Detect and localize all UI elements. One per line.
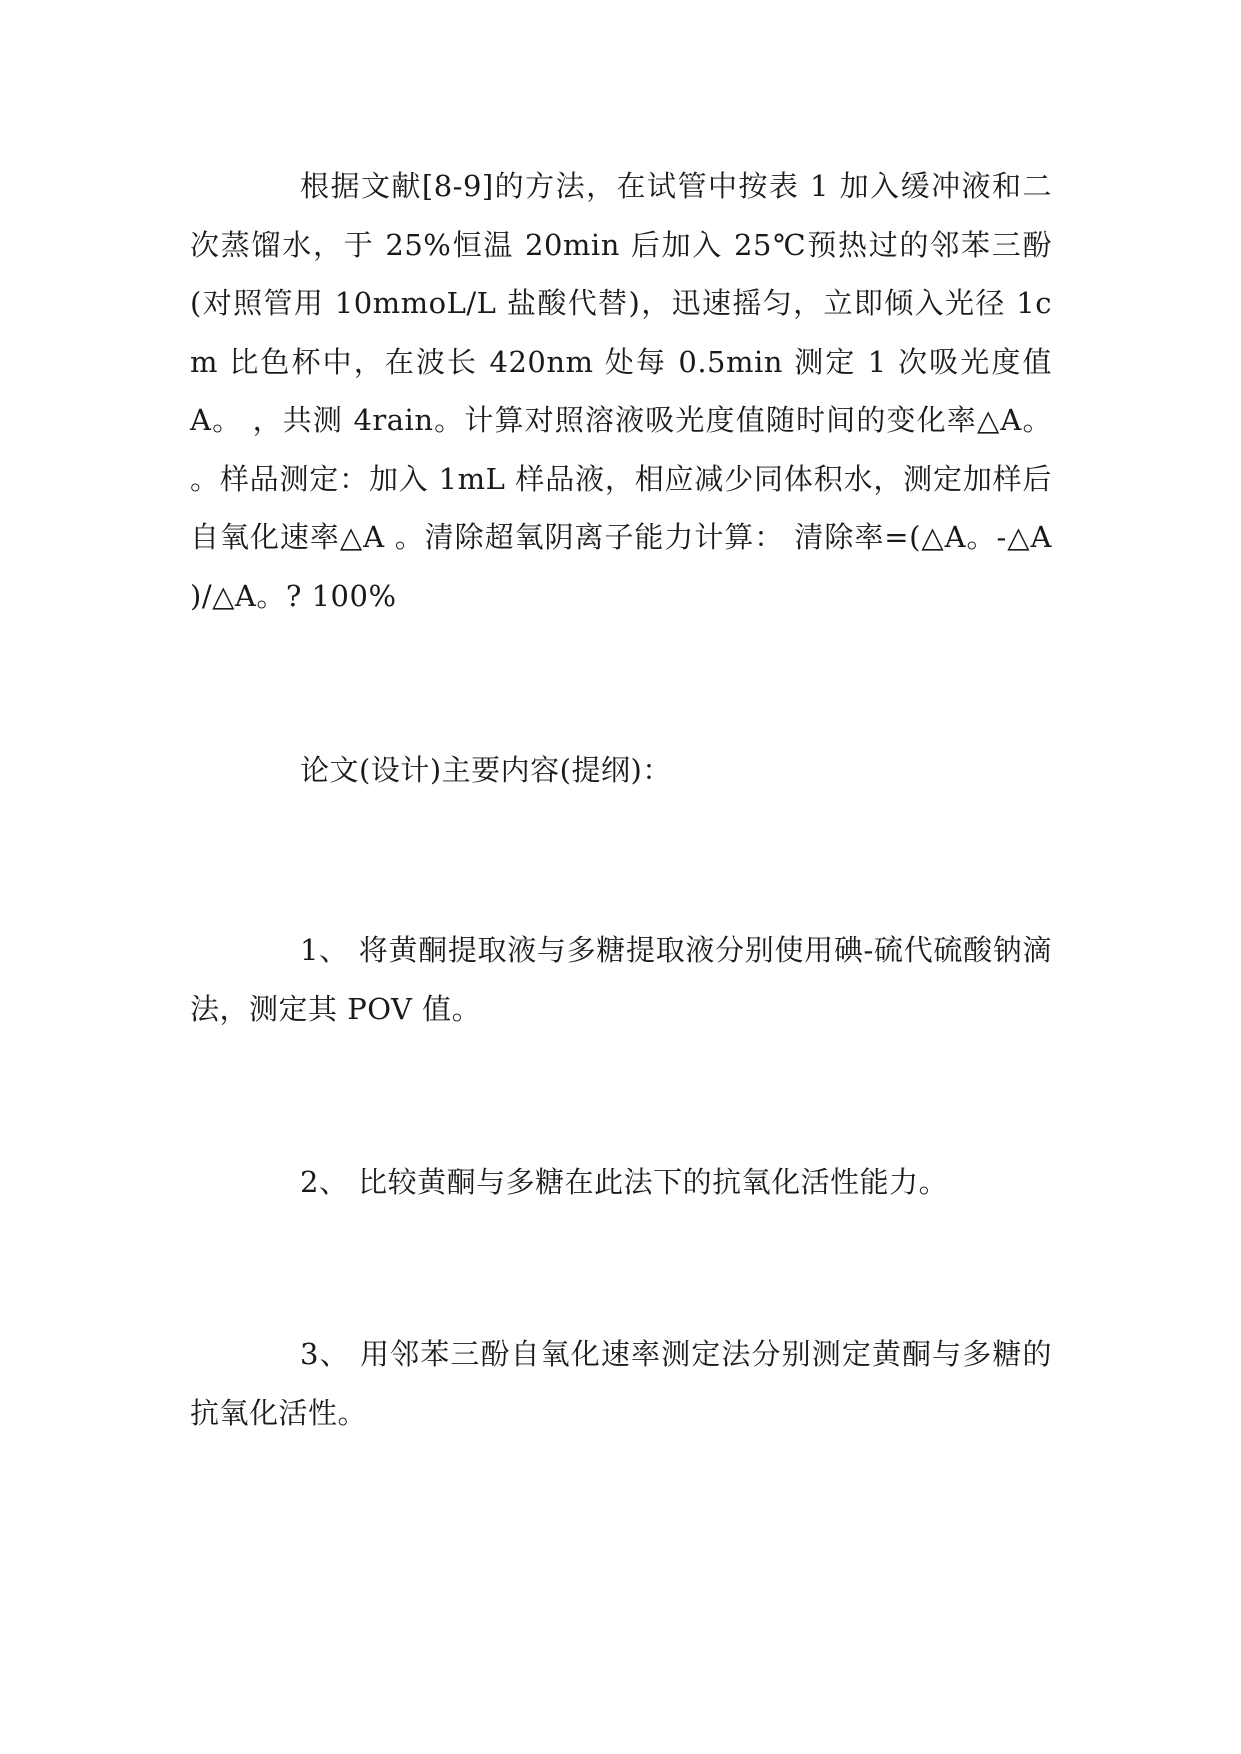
method-paragraph: 根据文献[8-9]的方法，在试管中按表 1 加入缓冲液和二次蒸馏水，于 25%恒温 20min 后加入 25℃预热过的邻苯三酚(对照管用 10mmoL/L 盐酸代替)，迅速摇匀，立即倾入光径 1cm 比色杯中，在波长 420nm 处每 0.5min 测定 1 次吸光度值 A。 ，共测 4rain。计算对照溶液吸光度值随时间的变化率△A。 。样品测定：加入 1mL 样品液，相应减少同体积水，测定加样后自氧化速率△A 。清除超氧阴离子能力计算： 清除率=(△A。-△A )/△A。? 100% [190, 169, 1052, 613]
outline-heading: 论文(设计)主要内容(提纲)： [300, 753, 672, 787]
outline-item-1: 1、 将黄酮提取液与多糖提取液分别使用碘-硫代硫酸钠滴法，测定其 POV 值。 [190, 933, 1052, 1026]
outline-item-3: 3、 用邻苯三酚自氧化速率测定法分别测定黄酮与多糖的抗氧化活性。 [190, 1337, 1052, 1430]
outline-item-2: 2、 比较黄酮与多糖在此法下的抗氧化活性能力。 [300, 1165, 949, 1199]
